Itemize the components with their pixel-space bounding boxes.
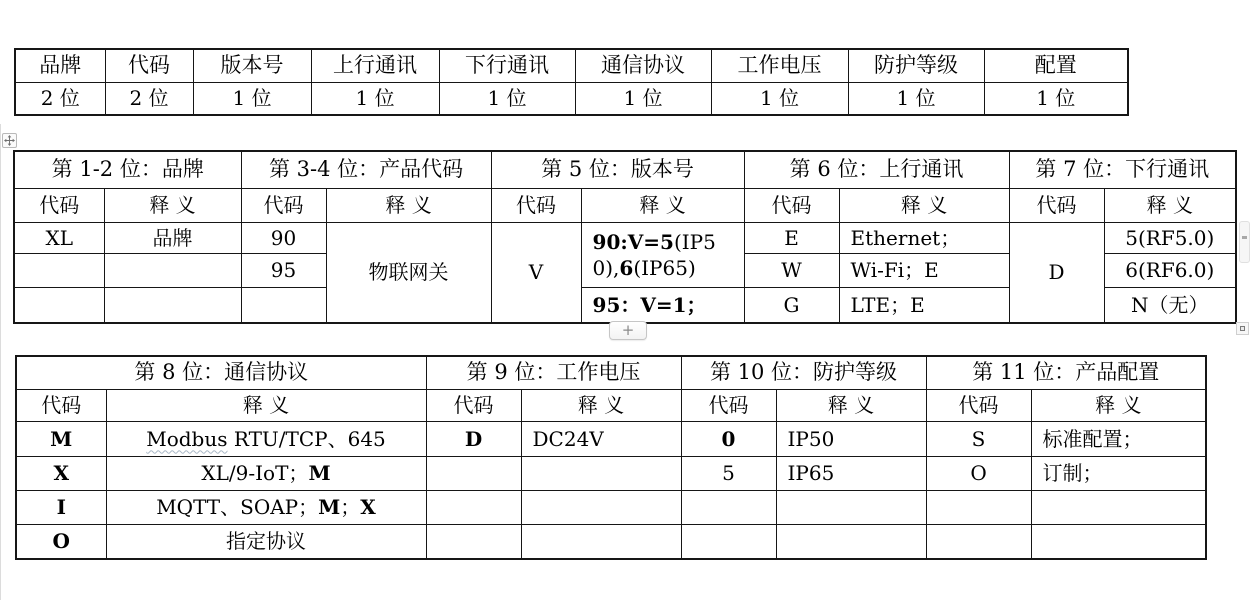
digits-8-11-table-cell-r4-c6[interactable] <box>926 490 1031 524</box>
digits-8-11-table-cell-r0-c0[interactable]: 第 8 位：通信协议 <box>16 356 426 389</box>
digits-1-7-table-cell-r4-c1[interactable] <box>104 287 241 323</box>
digit-length-table-cell-r0-c5[interactable]: 通信协议 <box>575 49 711 82</box>
digit-length-table-cell-r1-c1[interactable]: 2 位 <box>105 82 193 115</box>
digits-8-11-table-cell-r0-c1[interactable]: 第 9 位：工作电压 <box>426 356 681 389</box>
digits-1-7-table-cell-r1-c2[interactable]: 代码 <box>241 188 326 222</box>
scrollbar-mark-icon <box>1242 236 1247 239</box>
digits-1-7-table-cell-r3-c3[interactable]: W <box>744 253 839 287</box>
digits-8-11-table-cell-r3-c6[interactable]: O <box>926 456 1031 490</box>
digits-1-7-table-cell-r2-c8[interactable]: D <box>1009 222 1104 323</box>
digits-1-7-table-cell-r1-c8[interactable]: 代码 <box>1009 188 1104 222</box>
digits-1-7-table-cell-r3-c4[interactable]: Wi-Fi；E <box>839 253 1009 287</box>
digits-8-11-table-cell-r4-c0[interactable]: I <box>16 490 106 524</box>
digits-1-7-table-cell-r4-c0[interactable] <box>14 287 104 323</box>
digits-8-11-table-cell-r1-c1[interactable]: 释 义 <box>106 389 426 421</box>
digit-length-table <box>14 48 1129 116</box>
digit-length-table-cell-r0-c2[interactable]: 版本号 <box>193 49 311 82</box>
digits-1-7-table-cell-r4-c6[interactable]: N（无） <box>1104 287 1236 323</box>
digits-1-7-table-cell-r3-c5[interactable]: 6(RF6.0) <box>1104 253 1236 287</box>
digit-length-table-cell-r1-c8[interactable]: 1 位 <box>984 82 1128 115</box>
digits-8-11-table-cell-r4-c2[interactable] <box>426 490 521 524</box>
digits-8-11-table-cell-r5-c4[interactable] <box>681 524 776 559</box>
move-cross-icon <box>4 135 15 146</box>
digits-1-7-table-cell-r2-c6[interactable]: E <box>744 222 839 253</box>
resize-square-icon <box>1240 326 1245 331</box>
digits-1-7-table <box>13 150 1237 324</box>
digits-1-7-table-cell-r2-c9[interactable]: 5(RF5.0) <box>1104 222 1236 253</box>
digit-length-table-cell-r1-c7[interactable]: 1 位 <box>848 82 984 115</box>
digits-8-11-table-cell-r5-c1[interactable]: 指定协议 <box>106 524 426 559</box>
digit-length-table-cell-r1-c5[interactable]: 1 位 <box>575 82 711 115</box>
digits-1-7-table-cell-r3-c1[interactable] <box>104 253 241 287</box>
digit-length-table-cell-r0-c8[interactable]: 配置 <box>984 49 1128 82</box>
digits-8-11-table <box>15 355 1207 560</box>
digits-8-11-table-cell-r5-c3[interactable] <box>521 524 681 559</box>
digits-8-11-table-cell-r2-c1[interactable]: Modbus RTU/TCP、645 <box>106 421 426 456</box>
digit-length-table-cell-r0-c3[interactable]: 上行通讯 <box>311 49 439 82</box>
digits-8-11-table-cell-r4-c3[interactable] <box>521 490 681 524</box>
digits-8-11-table-cell-r3-c3[interactable] <box>521 456 681 490</box>
digits-1-7-table-cell-r4-c4[interactable]: G <box>744 287 839 323</box>
vertical-scrollbar[interactable] <box>1239 221 1250 263</box>
digits-1-7-table-cell-r3-c0[interactable] <box>14 253 104 287</box>
digits-1-7-table-cell-r4-c2[interactable] <box>241 287 326 323</box>
page-edge-line <box>0 124 1 600</box>
digits-8-11-table-cell-r0-c3[interactable]: 第 11 位：产品配置 <box>926 356 1206 389</box>
digits-8-11-table-cell-r3-c1[interactable]: XL/9-IoT；M <box>106 456 426 490</box>
digits-1-7-table-cell-r2-c1[interactable]: 品牌 <box>104 222 241 253</box>
digits-8-11-table-cell-r4-c1[interactable]: MQTT、SOAP；M；X <box>106 490 426 524</box>
digits-8-11-table-cell-r3-c2[interactable] <box>426 456 521 490</box>
digits-8-11-table-cell-r4-c5[interactable] <box>776 490 926 524</box>
digits-1-7-table-cell-r0-c2[interactable]: 第 5 位：版本号 <box>491 151 744 188</box>
digits-8-11-table-cell-r2-c4[interactable]: 0 <box>681 421 776 456</box>
digit-length-table-cell-r0-c0[interactable]: 品牌 <box>15 49 105 82</box>
digits-8-11-table-cell-r4-c7[interactable] <box>1031 490 1206 524</box>
digit-length-table-cell-r1-c0[interactable]: 2 位 <box>15 82 105 115</box>
digits-1-7-table-cell-r2-c0[interactable]: XL <box>14 222 104 253</box>
digits-1-7-table-cell-r2-c5[interactable]: 90:V=5(IP50),6(IP65) <box>581 222 744 287</box>
digits-1-7-table-cell-r1-c7[interactable]: 释 义 <box>839 188 1009 222</box>
digits-8-11-table-cell-r3-c0[interactable]: X <box>16 456 106 490</box>
digits-1-7-table-cell-r2-c3[interactable]: 物联网关 <box>326 222 491 323</box>
digits-1-7-table-cell-r4-c3[interactable]: 95：V=1； <box>581 287 744 323</box>
digits-8-11-table-cell-r0-c2[interactable]: 第 10 位：防护等级 <box>681 356 926 389</box>
digit-length-table-cell-r1-c4[interactable]: 1 位 <box>439 82 575 115</box>
digit-length-table-cell-r1-c2[interactable]: 1 位 <box>193 82 311 115</box>
digits-8-11-table-cell-r2-c7[interactable]: 标准配置； <box>1031 421 1206 456</box>
digits-1-7-table-cell-r0-c4[interactable]: 第 7 位：下行通讯 <box>1009 151 1236 188</box>
digits-8-11-table-cell-r5-c7[interactable] <box>1031 524 1206 559</box>
digits-8-11-table-cell-r3-c5[interactable]: IP65 <box>776 456 926 490</box>
digit-length-table-cell-r0-c6[interactable]: 工作电压 <box>711 49 848 82</box>
digits-8-11-table-cell-r3-c7[interactable]: 订制； <box>1031 456 1206 490</box>
digit-length-table-cell-r1-c6[interactable]: 1 位 <box>711 82 848 115</box>
digits-1-7-table-cell-r1-c9[interactable]: 释 义 <box>1104 188 1236 222</box>
digits-8-11-table-cell-r4-c4[interactable] <box>681 490 776 524</box>
digits-8-11-table-cell-r2-c5[interactable]: IP50 <box>776 421 926 456</box>
digits-1-7-table-cell-r2-c4[interactable]: V <box>491 222 581 323</box>
table-resize-handle[interactable] <box>1236 322 1249 335</box>
digits-8-11-table-cell-r1-c6[interactable]: 代码 <box>926 389 1031 421</box>
digits-8-11-table-cell-r1-c0[interactable]: 代码 <box>16 389 106 421</box>
digits-1-7-table-cell-r0-c1[interactable]: 第 3-4 位：产品代码 <box>241 151 491 188</box>
digits-1-7-table-cell-r1-c3[interactable]: 释 义 <box>326 188 491 222</box>
digits-8-11-table-cell-r1-c4[interactable]: 代码 <box>681 389 776 421</box>
digits-8-11-table-cell-r2-c3[interactable]: DC24V <box>521 421 681 456</box>
table-move-handle[interactable] <box>2 133 17 148</box>
digits-8-11-table-cell-r1-c3[interactable]: 释 义 <box>521 389 681 421</box>
digits-8-11-table-cell-r1-c7[interactable]: 释 义 <box>1031 389 1206 421</box>
digits-1-7-table-cell-r0-c3[interactable]: 第 6 位：上行通讯 <box>744 151 1009 188</box>
digits-1-7-table-cell-r2-c7[interactable]: Ethernet； <box>839 222 1009 253</box>
digits-8-11-table-cell-r2-c0[interactable]: M <box>16 421 106 456</box>
digits-8-11-table-cell-r2-c6[interactable]: S <box>926 421 1031 456</box>
digit-length-table-cell-r0-c4[interactable]: 下行通讯 <box>439 49 575 82</box>
digits-1-7-table-cell-r3-c2[interactable]: 95 <box>241 253 326 287</box>
digits-8-11-table-cell-r5-c6[interactable] <box>926 524 1031 559</box>
digits-8-11-table-cell-r2-c2[interactable]: D <box>426 421 521 456</box>
digits-1-7-table-cell-r2-c2[interactable]: 90 <box>241 222 326 253</box>
digits-8-11-table-cell-r1-c2[interactable]: 代码 <box>426 389 521 421</box>
digits-8-11-table-cell-r3-c4[interactable]: 5 <box>681 456 776 490</box>
digits-1-7-table-cell-r1-c6[interactable]: 代码 <box>744 188 839 222</box>
digit-length-table-cell-r0-c1[interactable]: 代码 <box>105 49 193 82</box>
digit-length-table-cell-r0-c7[interactable]: 防护等级 <box>848 49 984 82</box>
digits-1-7-table-cell-r1-c1[interactable]: 释 义 <box>104 188 241 222</box>
digits-8-11-table-cell-r5-c0[interactable]: O <box>16 524 106 559</box>
digits-8-11-table-cell-r1-c5[interactable]: 释 义 <box>776 389 926 421</box>
digits-8-11-table-cell-r5-c5[interactable] <box>776 524 926 559</box>
digits-1-7-table-cell-r1-c5[interactable]: 释 义 <box>581 188 744 222</box>
digits-1-7-table-cell-r1-c4[interactable]: 代码 <box>491 188 581 222</box>
digit-length-table-cell-r1-c3[interactable]: 1 位 <box>311 82 439 115</box>
insert-row-button[interactable]: + <box>609 321 647 340</box>
digits-1-7-table-cell-r1-c0[interactable]: 代码 <box>14 188 104 222</box>
digits-1-7-table-cell-r4-c5[interactable]: LTE；E <box>839 287 1009 323</box>
digits-8-11-table-cell-r5-c2[interactable] <box>426 524 521 559</box>
digits-1-7-table-cell-r0-c0[interactable]: 第 1-2 位：品牌 <box>14 151 241 188</box>
